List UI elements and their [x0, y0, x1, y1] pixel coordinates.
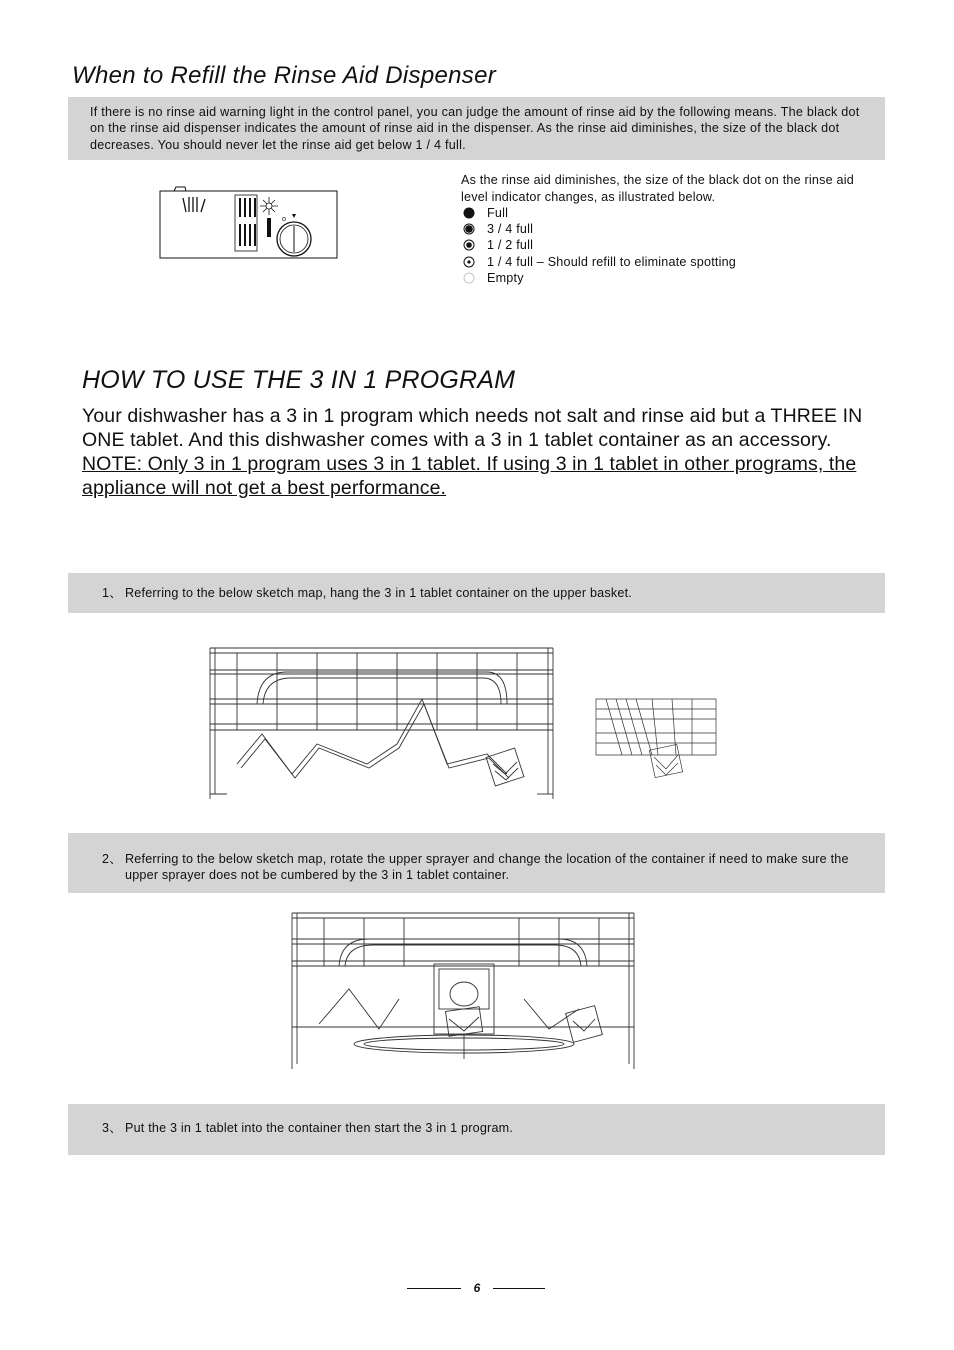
section-title-rinse-aid: When to Refill the Rinse Aid Dispenser — [72, 62, 497, 89]
step-1-band — [68, 573, 885, 613]
level-item-half — [462, 237, 736, 253]
step-3-band — [68, 1104, 885, 1155]
level-item-full — [462, 205, 736, 221]
three-quarter-dot-icon — [462, 223, 487, 235]
level-item-empty — [462, 270, 736, 286]
indicator-intro: As the rinse aid diminishes, the size of the black dot on the rinse aid level indicator changes, as illustrated below. — [461, 173, 854, 204]
level-item-three-quarter — [462, 221, 736, 237]
program-note: NOTE: Only 3 in 1 program uses 3 in 1 tablet. If using 3 in 1 tablet in other programs, the appliance will not get a best performance. — [82, 453, 857, 499]
level-label: 3 / 4 full — [487, 222, 534, 237]
level-list — [462, 205, 736, 286]
level-label: Empty — [487, 270, 524, 285]
level-label: 1 / 4 full – Should refill to eliminate spotting — [487, 254, 737, 269]
program-body: Your dishwasher has a 3 in 1 program which needs not salt and rinse aid but a THREE IN ONE tablet. And this dishwasher comes with a 3 in 1 tablet container as an accessory. — [82, 405, 863, 451]
intro-band — [68, 97, 885, 160]
full-dot-icon — [462, 207, 487, 219]
half-dot-icon — [462, 239, 487, 251]
step-number: 3、 — [102, 1121, 122, 1135]
empty-dot-icon — [462, 272, 487, 284]
upper-basket-illustration — [207, 644, 562, 804]
page-number-rule-right — [493, 1288, 545, 1289]
basket-detail-illustration — [592, 695, 722, 785]
step-text: Referring to the below sketch map, rotate the upper sprayer and change the location of the container if need to make sure the upper sprayer does not be cumbered by the 3 in 1 tablet container. — [125, 852, 849, 882]
step-number: 2、 — [102, 852, 122, 866]
step-number: 1、 — [102, 586, 122, 600]
step-text: Put the 3 in 1 tablet into the container then start the 3 in 1 program. — [125, 1121, 514, 1135]
intro-text: If there is no rinse aid warning light in the control panel, you can judge the amount of rinse aid by the following means. The black dot on the rinse aid dispenser indicates the amount of rinse aid in the dispenser. As the rinse aid diminishes, the size of the black dot decreases. You should never let the rinse aid get below 1 / 4 full. — [90, 105, 860, 152]
quarter-dot-icon — [462, 256, 487, 268]
section-title-3in1: HOW TO USE THE 3 IN 1 PROGRAM — [82, 366, 516, 394]
step-2-band — [68, 833, 885, 893]
step-text: Referring to the below sketch map, hang the 3 in 1 tablet container on the upper basket. — [125, 586, 632, 600]
level-item-quarter — [462, 254, 736, 270]
level-label: 1 / 2 full — [487, 238, 534, 253]
page-number: 6 — [473, 1281, 481, 1295]
rinse-aid-dispenser-illustration — [158, 184, 340, 262]
program-description — [82, 404, 882, 500]
upper-sprayer-illustration — [289, 909, 639, 1074]
level-label: Full — [487, 206, 509, 221]
